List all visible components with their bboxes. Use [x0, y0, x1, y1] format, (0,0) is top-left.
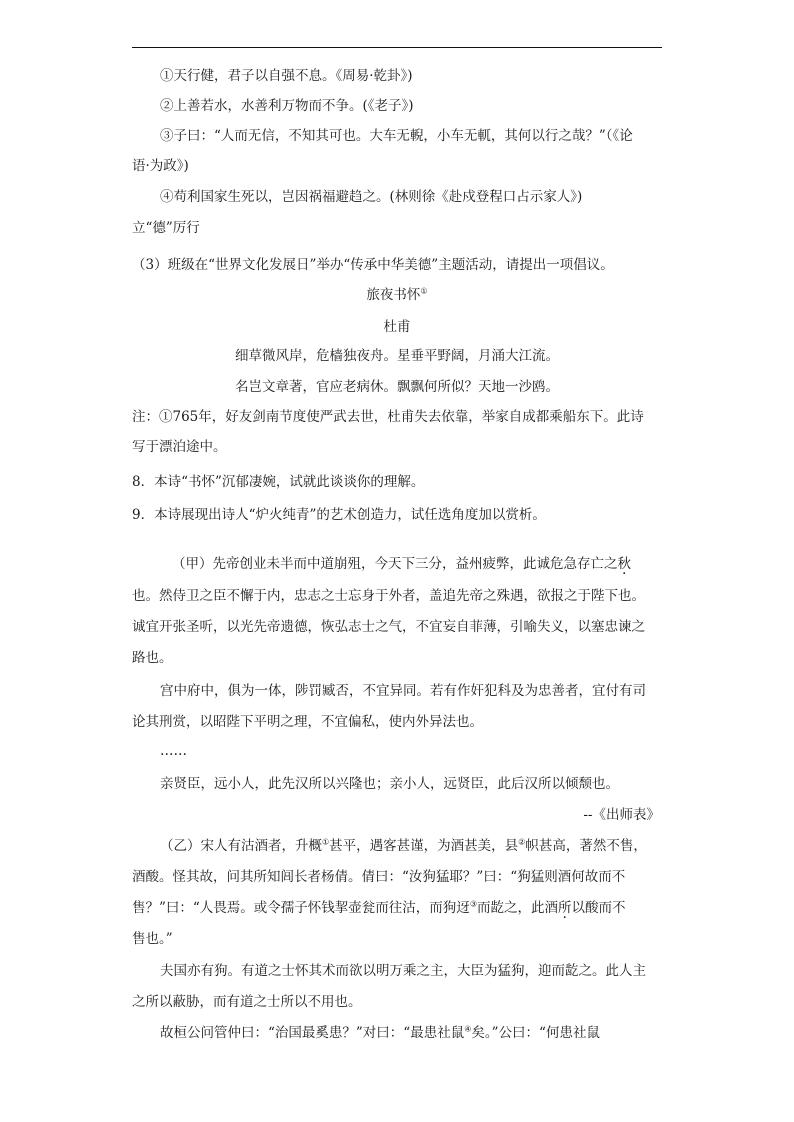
footnote-marker: ③: [469, 899, 477, 909]
section-heading: 立“德”厉行: [132, 220, 200, 236]
yi-text: 帜甚高，著然不售，: [525, 838, 647, 854]
note-line-2: 写于漂泊途中。: [132, 439, 227, 455]
jia-source: --《出师表》: [583, 807, 660, 823]
jia-p3-line-1: 亲贤臣，远小人，此先汉所以兴隆也；亲小人，远贤臣，此后汉所以倾颓也。: [160, 776, 619, 792]
poem-author: 杜甫: [383, 319, 411, 335]
yi-p3-line-1: [160, 1024, 600, 1042]
quote-2: ②上善若水，水善利万物而不争。(《老子》): [160, 98, 414, 114]
note-line-1: 注：①765年，好友剑南节度使严武去世，杜甫失去依靠，举家自成都乘船东下。此诗: [132, 409, 644, 425]
poem-line-1: 细草微风岸，危樯独夜舟。星垂平野阔，月涌大江流。: [235, 348, 559, 364]
question-8: 8．本诗“书怀”沉郁凄婉，试就此谈谈你的理解。: [132, 474, 425, 490]
yi-p2-line-1: 夫国亦有狗。有道之士怀其术而欲以明万乘之主，大臣为猛狗，迎而龁之。此人主: [160, 963, 646, 979]
jia-p1-line-3: 诚宜开张圣听，以光先帝遗德，恢弘志士之气，不宜妄自菲薄，引喻失义，以塞忠谏之: [132, 619, 645, 635]
footnote-marker: ①: [322, 837, 330, 847]
poem-title: [132, 286, 662, 304]
yi-text: 售？”曰：“人畏焉。或令孺子怀钱挈壶瓮而往沽，而狗迓: [132, 900, 470, 916]
quote-3-cont: 语·为政》): [132, 158, 189, 174]
question-3: （3）班级在“世界文化发展日”举办“传承中华美德”主题活动，请提出一项倡议。: [132, 257, 614, 273]
footnote-marker: ②: [518, 837, 526, 847]
header-rule: [132, 47, 662, 48]
footnote-marker: ④: [464, 1024, 472, 1034]
jia-p1-line-1-text: （甲）先帝创业未半而中道崩殂，今天下三分，益州疲弊，此诚危急存亡之: [172, 556, 618, 572]
quote-4: ④苟利国家生死以，岂因祸福避趋之。(林则徐《赴戍登程口占示家人》): [160, 189, 583, 205]
ellipsis: ……: [160, 743, 187, 759]
yi-text: 故桓公问管仲曰：“治国最奚患？”对曰：“最患社鼠: [160, 1025, 465, 1041]
poem-title-text: 旅夜书怀: [366, 287, 421, 303]
question-9: 9．本诗展现出诗人“炉火纯青”的艺术创造力，试任选角度加以赏析。: [132, 507, 546, 523]
yi-text: 而龁之，此酒: [476, 900, 558, 916]
emphasis-char: 所: [557, 900, 572, 916]
poem-title-note: ①: [420, 286, 428, 296]
jia-p1-line-2: 也。然侍卫之臣不懈于内，忠志之士忘身于外者，盖追先帝之殊遇，欲报之于陛下也。: [132, 588, 645, 604]
yi-p1-line-2: 酒酸。怪其故，问其所知闾长者杨倩。倩曰：“汝狗猛耶？”曰：“狗猛则酒何故而不: [132, 869, 626, 885]
yi-p1-line-1: [160, 837, 647, 855]
jia-p2-line-1: 宫中府中，俱为一体，陟罚臧否，不宜异同。若有作奸犯科及为忠善者，宜付有司: [160, 683, 646, 699]
yi-p2-line-2: 之所以蔽胁，而有道之士所以不用也。: [132, 994, 362, 1010]
yi-text: （乙）宋人有沽酒者，升概: [160, 838, 322, 854]
quote-3: ③子曰：“人而无信，不知其可也。大车无輗，小车无軏，其何以行之哉？”（《论: [160, 128, 633, 144]
yi-p1-line-4: 售也。”: [132, 931, 173, 947]
yi-p1-line-3: [132, 899, 625, 917]
yi-text: 甚平，遇客甚谨，为酒甚美，县: [329, 838, 519, 854]
jia-p1-line-4: 路也。: [132, 650, 173, 666]
emphasis-char: 秋: [617, 556, 631, 572]
jia-p1-line-1: [172, 555, 631, 573]
yi-text: 矣。”公曰：“何患社鼠: [471, 1025, 600, 1041]
poem-line-2: 名岂文章著，官应老病休。飘飘何所似？天地一沙鸥。: [235, 379, 559, 395]
yi-text: 以酸而不: [571, 900, 626, 916]
jia-p2-line-2: 论其刑赏，以昭陛下平明之理，不宜偏私，使内外异法也。: [132, 714, 483, 730]
quote-1: ①天行健，君子以自强不息。《周易·乾卦》): [160, 68, 413, 84]
